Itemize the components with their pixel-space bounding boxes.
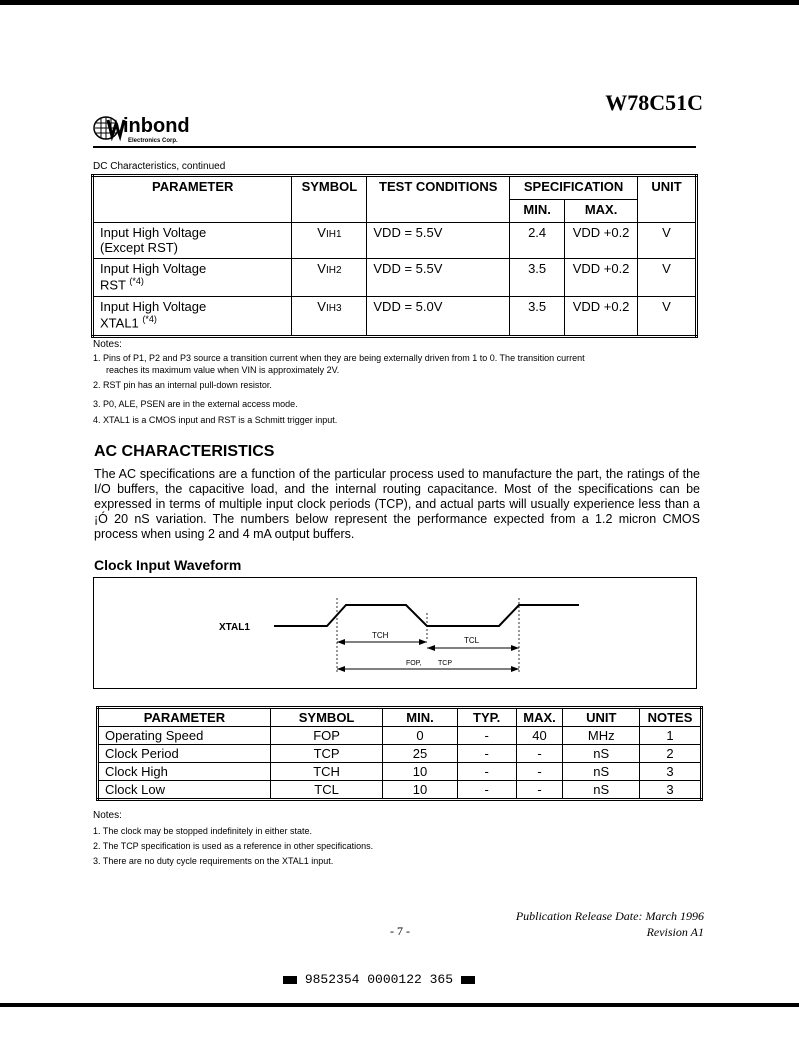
cell-min: 3.5	[510, 259, 565, 297]
ac-note-2: 2. The TCP specification is used as a reference in other specifications.	[93, 841, 374, 851]
param-line2: (Except RST)	[100, 240, 179, 255]
arrowhead	[511, 645, 519, 651]
cell-max: VDD +0.2	[565, 259, 638, 297]
cell-condition: VDD = 5.5V	[367, 259, 510, 297]
arrowhead	[511, 666, 519, 672]
tcp-label: TCP	[438, 660, 452, 667]
dc-notes-title: Notes:	[93, 339, 122, 350]
barcode-block-right	[461, 976, 475, 984]
param-line1: Input High Voltage	[100, 261, 207, 276]
table-row	[93, 223, 697, 259]
col-header-parameter: PARAMETER	[93, 176, 292, 223]
cell-symbol: TCP	[270, 745, 382, 763]
symbol-subscript: IH1	[325, 229, 342, 240]
cell-condition: VDD = 5.0V	[367, 297, 510, 337]
bottom-border	[0, 1003, 799, 1007]
arrowhead	[419, 639, 427, 645]
xtal1-label: XTAL1	[219, 622, 250, 633]
tch-label: TCH	[372, 631, 389, 640]
cell-unit: MHz	[563, 727, 640, 745]
cell-symbol	[292, 259, 367, 297]
col-header-typ: TYP.	[457, 708, 516, 727]
clock-waveform-heading: Clock Input Waveform	[94, 557, 242, 573]
table-row	[93, 259, 697, 297]
cell-min: 10	[383, 763, 458, 781]
cell-parameter: Clock High	[98, 763, 271, 781]
cell-parameter: Clock Period	[98, 745, 271, 763]
cell-typ: -	[457, 763, 516, 781]
clock-waveform-diagram	[93, 577, 697, 689]
col-header-min: MIN.	[383, 708, 458, 727]
cell-symbol: TCH	[270, 763, 382, 781]
cell-parameter: Operating Speed	[98, 727, 271, 745]
symbol-subscript: IH2	[325, 265, 342, 276]
cell-max: VDD +0.2	[565, 223, 638, 259]
param-line2: XTAL1	[100, 315, 139, 331]
cell-min: 25	[383, 745, 458, 763]
param-line1: Input High Voltage	[100, 299, 207, 314]
cell-parameter	[93, 223, 292, 259]
cell-min: 0	[383, 727, 458, 745]
ac-note-1: 1. The clock may be stopped indefinitely in either state.	[93, 826, 312, 836]
dc-note-2: 2. RST pin has an internal pull-down resistor.	[93, 380, 272, 390]
param-line1: Input High Voltage	[100, 225, 207, 240]
table-row	[93, 297, 697, 337]
footnote-ref: (*4)	[142, 314, 157, 324]
dc-note-3: 3. P0, ALE, PSEN are in the external access mode.	[93, 399, 298, 409]
cell-unit: V	[638, 297, 697, 337]
table-row	[98, 745, 702, 763]
barcode-text: 9852354 0000122 365	[304, 972, 454, 987]
barcode-line	[283, 972, 475, 987]
part-number: W78C51C	[605, 90, 703, 115]
dc-note-1: 1. Pins of P1, P2 and P3 source a transition current when they are being externally driven from 1 to 0. The transition current	[93, 353, 585, 363]
cell-symbol: FOP	[270, 727, 382, 745]
cell-symbol	[292, 223, 367, 259]
col-header-symbol: SYMBOL	[292, 176, 367, 223]
logo-wordmark: inbond	[123, 115, 190, 137]
cell-symbol	[292, 297, 367, 337]
cell-min: 10	[383, 781, 458, 800]
footer-release-info	[516, 908, 704, 940]
cell-typ: -	[457, 781, 516, 800]
cell-max: VDD +0.2	[565, 297, 638, 337]
cell-typ: -	[457, 745, 516, 763]
fop-label: FOP,	[406, 660, 422, 667]
cell-notes: 2	[640, 745, 702, 763]
header-rule	[93, 146, 696, 148]
col-header-unit: UNIT	[638, 176, 697, 223]
dc-characteristics-table	[91, 174, 698, 338]
symbol-subscript: IH3	[325, 303, 342, 314]
symbol-letter: V	[317, 225, 326, 240]
table-row	[98, 781, 702, 800]
cell-parameter: Clock Low	[98, 781, 271, 800]
cell-max: -	[516, 763, 563, 781]
table-row	[98, 727, 702, 745]
revision: Revision A1	[646, 925, 704, 939]
col-header-max: MAX.	[565, 200, 638, 223]
arrowhead	[337, 639, 345, 645]
ac-note-3: 3. There are no duty cycle requirements on the XTAL1 input.	[93, 856, 334, 866]
cell-unit: nS	[563, 763, 640, 781]
ac-paragraph: The AC specifications are a function of the particular process used to manufacture the part, the ratings of the I/O buffers, the capacitive load, and the internal routing capacitance. Most of the specifications can be expressed in terms of multiple input clock periods (TCP), and actual parts will usually experience less than a ¡Ó 20 nS variation. The numbers below represent the performance expected from a 1.2 micron CMOS process when using 2 and 4 mA output buffers.	[94, 467, 700, 541]
cell-unit: V	[638, 259, 697, 297]
ac-heading: AC CHARACTERISTICS	[94, 443, 275, 460]
cell-notes: 3	[640, 763, 702, 781]
clock-signal-trace	[274, 605, 579, 626]
col-header-unit: UNIT	[563, 708, 640, 727]
waveform-svg	[94, 578, 696, 688]
cell-notes: 1	[640, 727, 702, 745]
page-number: - 7 -	[390, 924, 410, 938]
logo-subtitle: Electronics Corp.	[128, 138, 178, 144]
barcode-block-left	[283, 976, 297, 984]
col-header-symbol: SYMBOL	[270, 708, 382, 727]
cell-unit: nS	[563, 745, 640, 763]
arrowhead	[427, 645, 435, 651]
symbol-letter: V	[317, 299, 326, 314]
cell-symbol: TCL	[270, 781, 382, 800]
cell-max: -	[516, 781, 563, 800]
col-header-notes: NOTES	[640, 708, 702, 727]
cell-min: 3.5	[510, 297, 565, 337]
param-line2: RST	[100, 277, 126, 293]
symbol-letter: V	[317, 261, 326, 276]
col-header-max: MAX.	[516, 708, 563, 727]
ac-clock-table	[96, 706, 703, 801]
col-header-min: MIN.	[510, 200, 565, 223]
cell-parameter	[93, 297, 292, 337]
col-header-parameter: PARAMETER	[98, 708, 271, 727]
footnote-ref: (*4)	[129, 276, 144, 286]
cell-notes: 3	[640, 781, 702, 800]
dc-note-4: 4. XTAL1 is a CMOS input and RST is a Schmitt trigger input.	[93, 415, 338, 425]
dc-table-caption: DC Characteristics, continued	[93, 161, 226, 172]
cell-max: 40	[516, 727, 563, 745]
cell-parameter	[93, 259, 292, 297]
col-header-test-conditions: TEST CONDITIONS	[367, 176, 510, 223]
cell-condition: VDD = 5.5V	[367, 223, 510, 259]
ac-notes-title: Notes:	[93, 810, 122, 821]
cell-unit: V	[638, 223, 697, 259]
release-date: Publication Release Date: March 1996	[515, 909, 704, 923]
top-border	[0, 0, 799, 5]
cell-max: -	[516, 745, 563, 763]
cell-min: 2.4	[510, 223, 565, 259]
col-header-specification: SPECIFICATION	[510, 176, 638, 200]
cell-typ: -	[457, 727, 516, 745]
tcl-label: TCL	[464, 636, 480, 645]
table-row	[98, 763, 702, 781]
dc-note-1-cont: reaches its maximum value when VIN is approximately 2V.	[106, 365, 340, 375]
arrowhead	[337, 666, 345, 672]
cell-unit: nS	[563, 781, 640, 800]
